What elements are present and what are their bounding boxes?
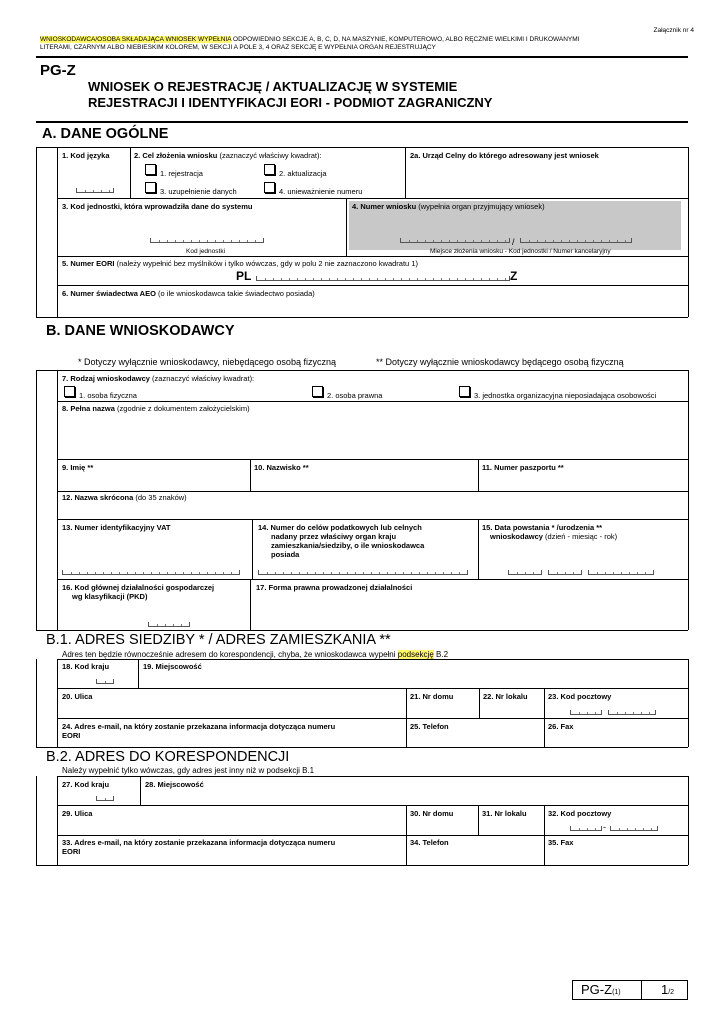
checkbox-registration[interactable] (145, 164, 156, 175)
field-35-label: 35. Fax (548, 838, 574, 847)
instructions-line1: ODPOWIEDNIO SEKCJE A, B, C, D, NA MASZYNIE, KOMPUTEROWO, ALBO RĘCZNIE WIELKIMI I DRUKOWANYMI (231, 36, 580, 43)
field-25-label: 25. Telefon (410, 722, 449, 731)
checkbox-organizational-unit[interactable] (459, 386, 470, 397)
section-b2-note: Należy wypełnić tylko wówczas, gdy adres jest inny niż w podsekcji B.1 (62, 766, 315, 775)
field-32-input-b[interactable] (610, 826, 658, 831)
field-16-input[interactable] (148, 622, 190, 627)
form-code: PG-Z (40, 62, 76, 79)
instructions (40, 36, 690, 52)
field-27-input[interactable] (96, 796, 114, 801)
instructions-highlight: WNIOSKODAWCA/OSOBA SKŁADAJĄCA WNIOSEK WYPEŁNIA (40, 36, 232, 43)
eori-suffix: Z (510, 269, 518, 283)
field-19-label: 19. Miejscowość (143, 662, 202, 671)
option-update-label: 2. aktualizacja (279, 169, 327, 178)
field-5-input[interactable] (256, 276, 510, 281)
field-26-label: 26. Fax (548, 722, 574, 731)
field-24-label: 24. Adres e-mail, na który zostanie przekazana informacja dotycząca numeru EORI (62, 722, 336, 740)
field-31-label: 31. Nr lokalu (482, 809, 527, 818)
option-invalidate-label: 4. unieważnienie numeru (279, 187, 363, 196)
option-supplement-label: 3. uzupełnienie danych (160, 187, 237, 196)
section-b2-title: B.2. ADRES DO KORESPONDENCJI (46, 749, 290, 765)
checkbox-legal-person[interactable] (312, 386, 323, 397)
field-18-input[interactable] (96, 679, 114, 684)
option-natural-person-label: 1. osoba fizyczna (79, 391, 137, 400)
field-15-month[interactable] (548, 570, 582, 575)
field-1-label: 1. Kod języka (62, 151, 110, 160)
eori-prefix: PL (236, 269, 252, 283)
field-3-input[interactable] (150, 238, 264, 243)
field-7-label: 7. Rodzaj wnioskodawcy (zaznaczyć właściwy kwadrat): (62, 374, 255, 383)
field-10-label: 10. Nazwisko ** (254, 463, 309, 472)
field-34-label: 34. Telefon (410, 838, 449, 847)
field-28-label: 28. Miejscowość (145, 780, 204, 789)
field-23-label: 23. Kod pocztowy (548, 692, 612, 701)
field-5-label: 5. Numer EORI (należy wypełnić bez myślników i tylko wówczas, gdy w polu 2 nie zaznaczono kwadratu 1) (62, 259, 418, 268)
field-23-input-b[interactable] (608, 710, 656, 715)
section-b1-note: Adres ten będzie równocześnie adresem do korespondencji, chyba, że wnioskodawca wypełni podsekcję B.2 (62, 650, 449, 659)
section-a-title: A. DANE OGÓLNE (42, 126, 169, 142)
field-9-label: 9. Imię ** (62, 463, 94, 472)
option-organizational-unit-label: 3. jednostka organizacyjna nieposiadająca osobowości (474, 391, 657, 400)
checkbox-update[interactable] (264, 164, 275, 175)
form-title-line1: WNIOSEK O REJESTRACJĘ / AKTUALIZACJĘ W SYSTEMIE (88, 79, 458, 94)
field-3-caption: Kod jednostki (186, 248, 226, 255)
field-29-label: 29. Ulica (62, 809, 93, 818)
form-title-line2: REJESTRACJI I IDENTYFIKACJI EORI - PODMIOT ZAGRANICZNY (88, 95, 493, 110)
form-title (88, 79, 492, 111)
field-2-label: 2. Cel złożenia wniosku (zaznaczyć właściwy kwadrat): (134, 151, 322, 160)
field-33-label: 33. Adres e-mail, na który zostanie przekazana informacja dotycząca numeru EORI (62, 838, 336, 856)
field-1-input[interactable] (76, 188, 114, 193)
field-14-label: 14. Numer do celów podatkowych lub celnych nadany przez właściwy organ kraju zamieszkania/siedziby, o ile wnioskodawca posiada (258, 523, 425, 559)
field-13-input[interactable] (62, 570, 240, 575)
instructions-line2: LITERAMI, CZARNYM ALBO NIEBIESKIM KOLOREM, W SEKCJI A POLE 3, 4 ORAZ SEKCJĘ E WYPEŁNIA ORGAN REJESTRUJĄCY (40, 44, 436, 51)
field-2a-label: 2a. Urząd Celny do którego adresowany jest wniosek (410, 151, 599, 160)
field-21-label: 21. Nr domu (410, 692, 454, 701)
field-23-input-a[interactable] (570, 710, 602, 715)
field-3-label: 3. Kod jednostki, która wprowadziła dane do systemu (62, 202, 253, 211)
field-4-caption: Miejsce złożenia wniosku - Kod jednostki / Numer kancelaryjny (430, 248, 611, 255)
checkbox-natural-person[interactable] (64, 386, 75, 397)
field-15-label: 15. Data powstania * /urodzenia ** wnioskodawcy (dzień - miesiąc - rok) (482, 523, 618, 541)
field-13-label: 13. Numer identyfikacyjny VAT (62, 523, 171, 532)
field-32-label: 32. Kod pocztowy (548, 809, 612, 818)
field-4-input-unit (400, 238, 510, 243)
section-b1-title: B.1. ADRES SIEDZIBY * / ADRES ZAMIESZKANIA ** (46, 632, 391, 648)
field-4-slash: / (512, 237, 515, 247)
field-32-input-a[interactable] (570, 826, 602, 831)
section-b-title: B. DANE WNIOSKODAWCY (46, 323, 235, 339)
field-14-input[interactable] (258, 570, 468, 575)
field-11-label: 11. Numer paszportu ** (482, 463, 564, 472)
checkbox-invalidate[interactable] (264, 182, 275, 193)
field-32-dash: - (603, 822, 606, 832)
field-18-label: 18. Kod kraju (62, 662, 110, 671)
field-12-label: 12. Nazwa skrócona (do 35 znaków) (62, 493, 187, 502)
footer-box (572, 980, 688, 1000)
field-17-label: 17. Forma prawna prowadzonej działalności (256, 583, 413, 592)
option-registration-label: 1. rejestracja (160, 169, 203, 178)
attachment-label: Załącznik nr 4 (653, 27, 694, 34)
option-legal-person-label: 2. osoba prawna (327, 391, 383, 400)
field-4-input-number (520, 238, 632, 243)
field-8-label: 8. Pełna nazwa (zgodnie z dokumentem założycielskim) (62, 404, 250, 413)
field-16-label: 16. Kod głównej działalności gospodarczej wg klasyfikacji (PKD) (62, 583, 215, 601)
field-27-label: 27. Kod kraju (62, 780, 110, 789)
field-15-year[interactable] (588, 570, 654, 575)
field-30-label: 30. Nr domu (410, 809, 454, 818)
footer-form-code: PG-Z(1) (581, 982, 621, 997)
checkbox-supplement[interactable] (145, 182, 156, 193)
field-6-label: 6. Numer świadectwa AEO (o ile wnioskodawca takie świadectwo posiada) (62, 289, 315, 298)
note-natural-person: ** Dotyczy wyłącznie wnioskodawcy będącego osobą fizyczną (376, 357, 624, 367)
field-22-label: 22. Nr lokalu (483, 692, 528, 701)
field-4-label: 4. Numer wniosku (wypełnia organ przyjmujący wniosek) (352, 202, 545, 211)
field-20-label: 20. Ulica (62, 692, 93, 701)
note-legal-entity: * Dotyczy wyłącznie wnioskodawcy, niebędącego osobą fizyczną (78, 357, 336, 367)
footer-page-number: 1/2 (661, 982, 675, 997)
field-15-day[interactable] (508, 570, 542, 575)
